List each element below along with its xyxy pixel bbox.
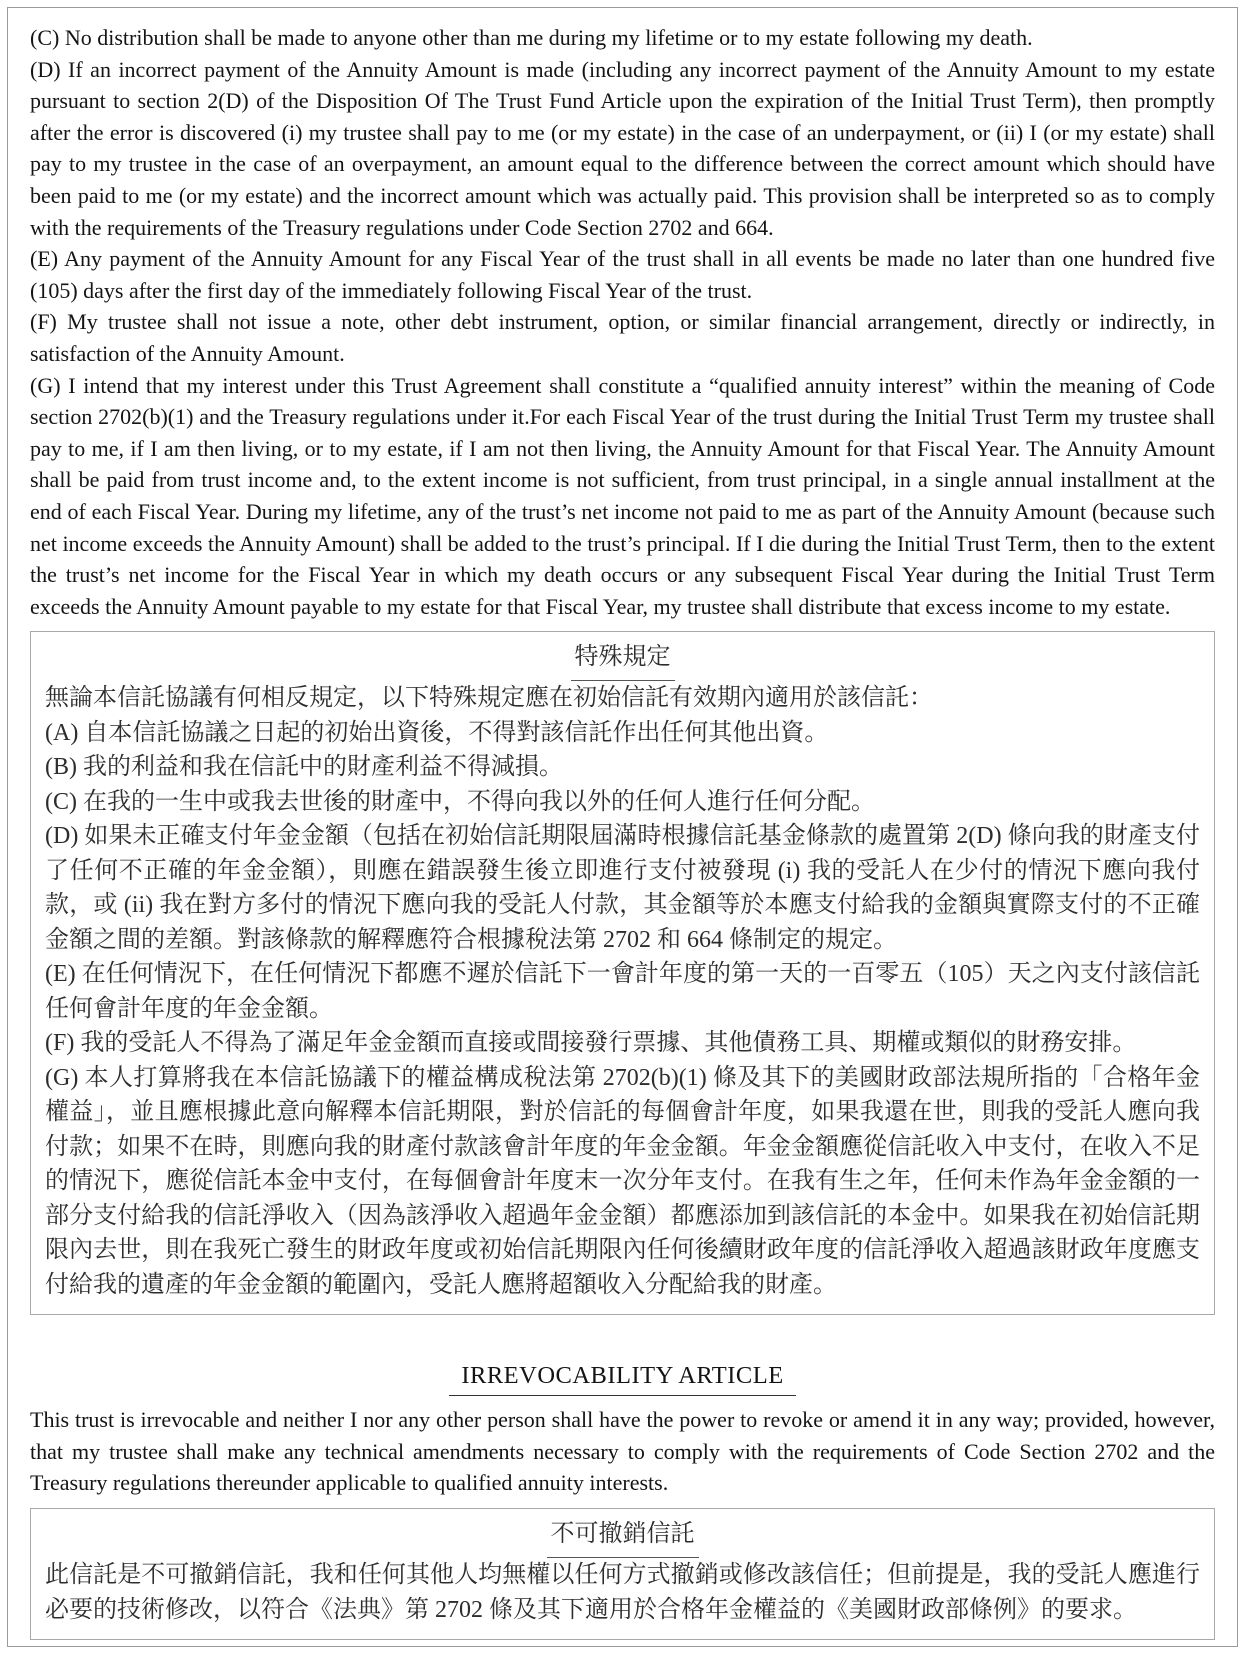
- provision-paragraph-e: (E) Any payment of the Annuity Amount for any Fiscal Year of the trust shall in all events be made no later than one hundred five (105) days after the first day of the immediately following Fiscal Year of the trust.: [30, 246, 1215, 303]
- special-provision-item-b: (B) 我的利益和我在信託中的財產利益不得減損。: [45, 754, 563, 781]
- special-provisions-box: [30, 631, 1215, 1315]
- irrevocability-article-section: [30, 1359, 1215, 1499]
- irrevocable-trust-body: 此信託是不可撤銷信託，我和任何其他人均無權以任何方式撤銷或修改該信任；但前提是，我的受託人應進行必要的技術修改，以符合《法典》第 2702 條及其下適用於合格年金權益的《美國財政部條例》的要求。: [45, 1562, 1200, 1623]
- irrevocable-trust-box: [30, 1508, 1215, 1640]
- special-provision-item-d: (D) 如果未正確支付年金金額（包括在初始信託期限屆滿時根據信託基金條款的處置第 2(D) 條向我的財產支付了任何不正確的年金金額），則應在錯誤發生後立即進行支付被發現 (i) 我的受託人在少付的情況下應向我付款，或 (ii) 我在對方多付的情況下應向我的受託人付款，其金額等於本應支付給我的金額與實際支付的不正確金額之間的差額。對該條款的解釋應符合根據稅法第 2702 和 664 條制定的規定。: [45, 823, 1200, 953]
- page-border-frame: [7, 7, 1238, 1647]
- irrevocable-trust-title-text: 不可撤銷信託: [547, 1512, 699, 1558]
- provision-paragraph-g: (G) I intend that my interest under this Trust Agreement shall constitute a “qualified annuity interest” within the meaning of Code section 2702(b)(1) and the Treasury regulations under it.For each Fiscal Year of the trust during the Initial Trust Term my trustee shall pay to me, if I am then living, or to my estate, if I am not then living, the Annuity Amount for that Fiscal Year. The Annuity Amount shall be paid from trust income and, to the extent income is not sufficient, from trust principal, in a single annual installment at the end of each Fiscal Year. During my lifetime, any of the trust’s net income not paid to me as part of the Annuity Amount (because such net income exceeds the Annuity Amount) shall be added to the trust’s principal. If I die during the Initial Trust Term, then to the extent the trust’s net income for the Fiscal Year in which my death occurs or any subsequent Fiscal Year during the Initial Trust Term exceeds the Annuity Amount payable to my estate for that Fiscal Year, my trustee shall distribute that excess income to my estate.: [30, 372, 1215, 619]
- annuity-provisions-section: [30, 22, 1215, 622]
- provision-paragraph-c: (C) No distribution shall be made to anyone other than me during my lifetime or to my estate following my death.: [30, 25, 1033, 50]
- special-provision-item-a: (A) 自本信託協議之日起的初始出資後，不得對該信託作出任何其他出資。: [45, 719, 829, 746]
- special-provision-item-g: (G) 本人打算將我在本信託協議下的權益構成稅法第 2702(b)(1) 條及其下的美國財政部法規所指的「合格年金權益」，並且應根據此意向解釋本信託期限，對於信託的每個會計年度，如果我還在世，則我的受託人應向我付款；如果不在時，則應向我的財產付款該會計年度的年金金額。年金金額應從信託收入中支付，在收入不足的情況下，應從信託本金中支付，在每個會計年度末一次分年支付。在我有生之年，任何未作為年金金額的一部分支付給我的信託淨收入（因為該淨收入超過年金金額）都應添加到該信託的本金中。如果我在初始信託期限內去世，則在我死亡發生的財政年度或初始信託期限內任何後續財政年度的信託淨收入超過該財政年度應支付給我的遺產的年金金額的範圍內，受託人應將超額收入分配給我的財產。: [45, 1064, 1200, 1298]
- irrevocability-article-body: This trust is irrevocable and neither I nor any other person shall have the power to revoke or amend it in any way; provided, however, that my trustee shall make any technical amendments necessary to comply with the requirements of Code Section 2702 and the Treasury regulations thereunder applicable to qualified annuity interests.: [30, 1407, 1215, 1496]
- provision-paragraph-f: (F) My trustee shall not issue a note, other debt instrument, option, or similar financial arrangement, directly or indirectly, in satisfaction of the Annuity Amount.: [30, 309, 1215, 366]
- provision-paragraph-d: (D) If an incorrect payment of the Annuity Amount is made (including any incorrect payment of the Annuity Amount to my estate pursuant to section 2(D) of the Disposition Of The Trust Fund Article upon the expiration of the Initial Trust Term), then promptly after the error is discovered (i) my trustee shall pay to me (or my estate) in the case of an underpayment, or (ii) I (or my estate) shall pay to my trustee in the case of an overpayment, an amount equal to the difference between the correct amount which should have been paid to me (or my estate) and the incorrect amount which was actually paid. This provision shall be interpreted so as to comply with the requirements of the Treasury regulations under Code Section 2702 and 664.: [30, 56, 1215, 240]
- irrevocable-trust-title: [45, 1512, 1200, 1558]
- special-provision-item-f: (F) 我的受託人不得為了滿足年金金額而直接或間接發行票據、其他債務工具、期權或類似的財務安排。: [45, 1030, 1137, 1057]
- special-provisions-intro: 無論本信託協議有何相反規定，以下特殊規定應在初始信託有效期內適用於該信託：: [45, 685, 933, 712]
- irrevocability-article-heading-text: IRREVOCABILITY ARTICLE: [449, 1359, 795, 1396]
- irrevocability-article-heading: [30, 1359, 1215, 1396]
- special-provisions-title-text: 特殊規定: [571, 635, 675, 681]
- special-provision-item-c: (C) 在我的一生中或我去世後的財產中，不得向我以外的任何人進行任何分配。: [45, 788, 875, 815]
- special-provision-item-e: (E) 在任何情況下，在任何情況下都應不遲於信託下一會計年度的第一天的一百零五（105）天之內支付該信託任何會計年度的年金金額。: [45, 961, 1200, 1022]
- special-provisions-title: [45, 635, 1200, 681]
